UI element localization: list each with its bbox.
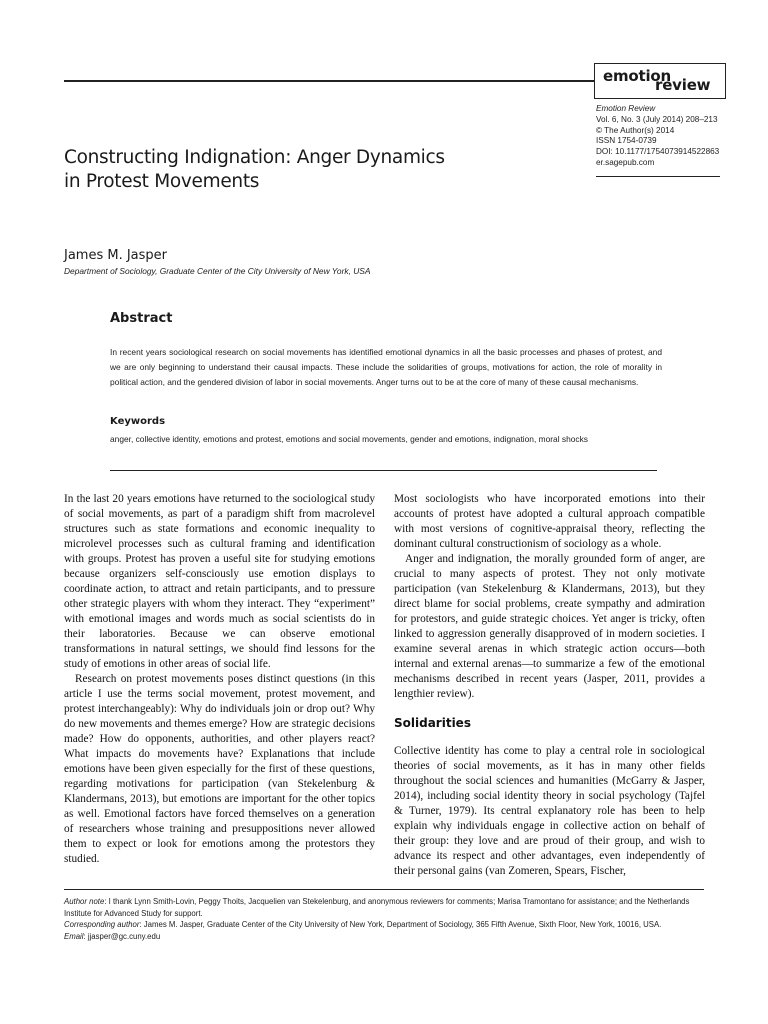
article-title [64,146,484,194]
logo-word-emotion: emotion [603,67,672,85]
keywords-text: anger, collective identity, emotions and protest, emotions and social movements, gender and emotions, indignation, moral shocks [110,434,588,444]
journal-logo [594,63,726,99]
section-heading: Solidarities [394,716,471,730]
meta-rule [596,176,720,177]
logo-word-review: review [655,76,711,94]
journal-doi: DOI: 10.1177/1754073914522863 [596,147,720,157]
abstract-rule [110,470,657,471]
journal-name: Emotion Review [596,104,656,113]
body-paragraph: Collective identity has come to play a central role in sociological theories of social movements, as it has in many other fields throughout the social sciences and humanities (McGarry & Jasper, 2014), including social identity theory in social psychology (Tajfel & Turner, 1979). Its central explanatory role has been to help explain why individuals engage in collective action on behalf of their group: they love and are proud of their group, and wish to advance its respect and other advantages, even independently of their personal gains (van Zomeren, Spears, Fischer, [394,745,705,877]
keywords-heading: Keywords [110,416,166,427]
abstract-heading: Abstract [110,311,173,326]
email-line[interactable]: Email: jjasper@gc.cuny.edu [64,931,161,941]
body-paragraph: Research on protest movements poses distinct questions (in this article I use the terms social movement, protest movement, and protest interchangeably): Why do individuals join or drop out? Why do new movements and themes emerge? How are strategic decisions made? How do opponents, authorities, and other players react? What impacts do movements have? Explanations that include emotions have been given especially for the first of these questions, regarding motivations for participation (van Stekelenburg & Klandermans, 2013), but emotions are important for the other topics as well. Emotional factors have forced themselves on a generation of researchers whose training and presuppositions never allowed them to expect or look for emotions among the protestors they studied. [64,673,375,865]
journal-volume: Vol. 6, No. 3 (July 2014) 208–213 [596,114,718,124]
body-column-left [64,492,375,867]
title-line-1: Constructing Indignation: Anger Dynamics [64,147,445,168]
footnotes [64,896,714,942]
abstract-text: In recent years sociological research on social movements has identified emotional dynamics in all the basic processes and phases of protest, and we are only beginning to understand their causal impacts. These include the solidarities of groups, motivations for action, the role of morality in political action, and the gendered division of labor in social movements. Anger turns out to be at the core of many of these causal mechanisms. [110,347,662,387]
body-paragraph: In the last 20 years emotions have returned to the sociological study of social movements, as part of a paradigm shift from macrolevel structures such as state formations and economic inequality to microlevel processes such as cultural framing and identification with groups. Protest has proven a useful site for studying emotions because organizers self-consciously use emotion displays to coordinate action, to attract and retain participants, and to pressure other strategic players with whom they interact. They “experiment” with emotional images and words much as social scientists do in their laboratories. Because we can observe emotional transformations in natural settings, we should find lessons for the study of emotions in other areas of social life. [64,493,375,670]
body-paragraph: Most sociologists who have incorporated emotions into their accounts of protest have adopted a cultural approach compatible with most versions of cognitive-appraisal theory, reflecting the dominant cultural constructionism of sociology as a whole. [394,493,705,550]
journal-meta [596,104,736,169]
author-note: Author note: I thank Lynn Smith-Lovin, Peggy Thoits, Jacquelien van Stekelenburg, and anonymous reviewers for comments; Marisa Tramontano for assistance; and the Netherlands Institute for Advanced Study for support. [64,897,690,918]
footnote-rule [64,889,704,890]
author-name: James M. Jasper [64,248,168,263]
journal-issn: ISSN 1754-0739 [596,136,657,146]
corresponding-author: Corresponding author: James M. Jasper, Graduate Center of the City University of New York, Department of Sociology, 365 Fifth Avenue, Sixth Floor, New York, 10016, USA. [64,920,662,929]
body-paragraph: Anger and indignation, the morally grounded form of anger, are crucial to many aspects of protest. They not only motivate participation (van Stekelenburg & Klandermans, 2013), but they direct blame for social problems, create sympathy and admiration for protestors, and guide strategic choices. Yet anger is tricky, often linked to aggression generally disapproved of in modern societies. I examine several arenas in which strategic action occurs—both internal and external arenas—to summarize a few of the emotional mechanisms described in recent years (Jasper, 2011, provides a lengthier review). [394,553,705,700]
title-line-2: in Protest Movements [64,171,260,192]
journal-copyright: © The Author(s) 2014 [596,125,675,135]
body-column-right [394,492,705,879]
header-rule [64,80,594,82]
journal-url[interactable]: er.sagepub.com [596,157,655,167]
author-affiliation: Department of Sociology, Graduate Center of the City University of New York, USA [64,266,371,276]
